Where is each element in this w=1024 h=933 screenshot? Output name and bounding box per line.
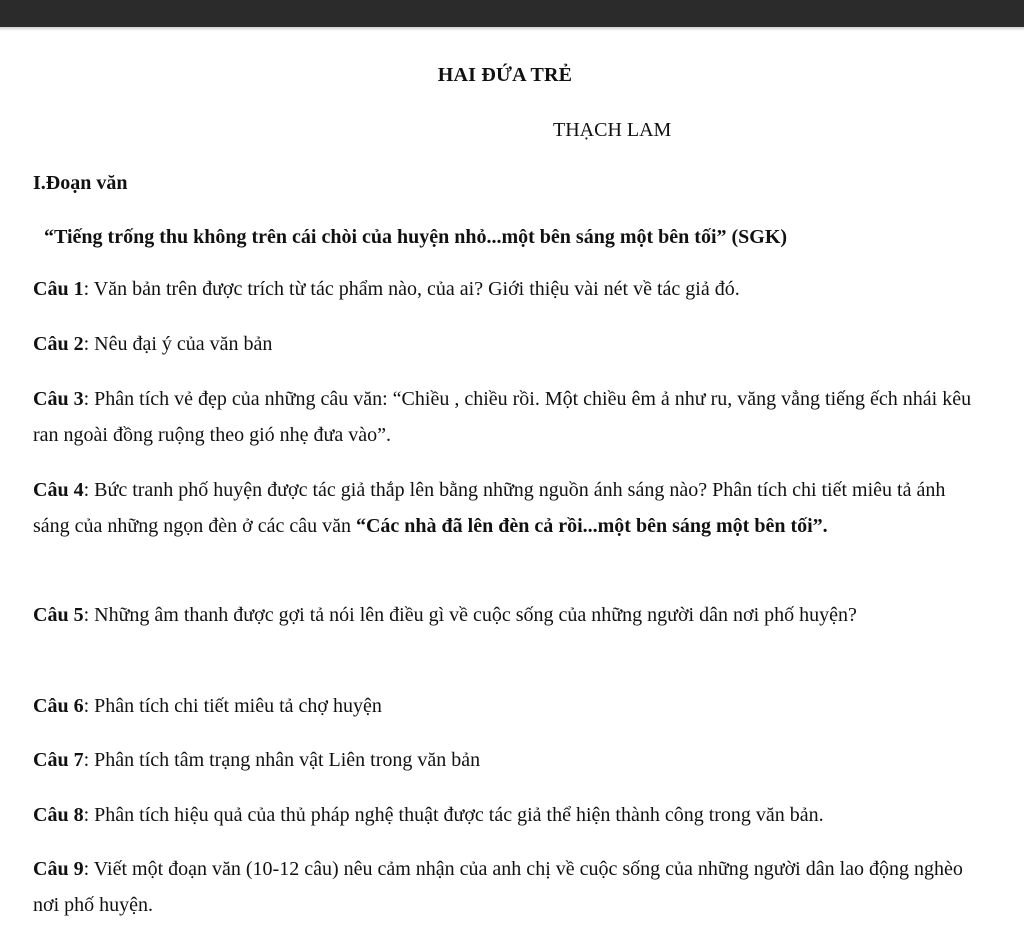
document-title: HAI ĐỨA TRẺ xyxy=(437,64,573,86)
question-text: Văn bản trên được trích từ tác phẩm nào, của ai? Giới thiệu vài nét về tác giả đó. xyxy=(93,278,740,300)
question-label: Câu 4 xyxy=(33,479,84,501)
question-8: Câu 8: Phân tích hiệu quả của thủ pháp nghệ thuật được tác giả thể hiện thành công trong văn bản. xyxy=(33,804,824,826)
question-6: Câu 6: Phân tích chi tiết miêu tả chợ huyện xyxy=(33,695,382,717)
question-text: Viết một đoạn văn (10-12 câu) nêu cảm nhận của anh chị về cuộc sống của những người dân lao động nghèo nơi phố huyện. xyxy=(33,858,963,916)
question-9: Câu 9: Viết một đoạn văn (10-12 câu) nêu cảm nhận của anh chị về cuộc sống của những người dân lao động nghèo nơi phố huyện. xyxy=(33,858,963,916)
question-2: Câu 2: Nêu đại ý của văn bản xyxy=(33,333,273,355)
question-label: Câu 2 xyxy=(33,333,84,355)
question-label: Câu 7 xyxy=(33,749,84,771)
question-text: Phân tích hiệu quả của thủ pháp nghệ thuật được tác giả thể hiện thành công trong văn bản. xyxy=(94,804,824,826)
question-label: Câu 8 xyxy=(33,804,84,826)
excerpt-quote: “Tiếng trống thu không trên cái chòi của huyện nhỏ...một bên sáng một bên tối” (SGK) xyxy=(44,226,788,248)
question-1: Câu 1: Văn bản trên được trích từ tác phẩm nào, của ai? Giới thiệu vài nét về tác giả đó. xyxy=(33,278,740,300)
question-7: Câu 7: Phân tích tâm trạng nhân vật Liên trong văn bản xyxy=(33,749,481,771)
section-heading: I.Đoạn văn xyxy=(33,172,128,194)
question-label: Câu 6 xyxy=(33,695,84,717)
question-label: Câu 3 xyxy=(33,388,84,410)
question-text: Phân tích tâm trạng nhân vật Liên trong văn bản xyxy=(94,749,481,771)
question-label: Câu 9 xyxy=(33,858,84,880)
question-label: Câu 5 xyxy=(33,604,84,626)
question-text: Nêu đại ý của văn bản xyxy=(94,333,273,355)
question-bold-quote: “Các nhà đã lên đèn cả rồi...một bên sáng một bên tối”. xyxy=(355,515,828,537)
question-4: Câu 4: Bức tranh phố huyện được tác giả thắp lên bằng những nguồn ánh sáng nào? Phân tích chi tiết miêu tả ánh sáng của những ngọn đèn ở các câu văn “Các nhà đã lên đèn cả rồi...một bên sáng một bên tối”. xyxy=(33,479,946,537)
question-text: Phân tích vẻ đẹp của những câu văn: “Chiều , chiều rồi. Một chiều êm ả như ru, văng vẳng tiếng ếch nhái kêu ran ngoài đồng ruộng theo gió nhẹ đưa vào”. xyxy=(33,388,972,446)
question-text: Những âm thanh được gợi tả nói lên điều gì về cuộc sống của những người dân nơi phố huyện? xyxy=(94,604,857,626)
viewer-top-bar xyxy=(0,0,1024,27)
document-author: THẠCH LAM xyxy=(553,119,672,141)
question-label: Câu 1 xyxy=(33,278,84,300)
document-page xyxy=(0,31,1024,933)
question-3: Câu 3: Phân tích vẻ đẹp của những câu văn: “Chiều , chiều rồi. Một chiều êm ả như ru, văng vẳng tiếng ếch nhái kêu ran ngoài đồng ruộng theo gió nhẹ đưa vào”. xyxy=(33,388,972,446)
question-text: Phân tích chi tiết miêu tả chợ huyện xyxy=(94,695,382,717)
question-5: Câu 5: Những âm thanh được gợi tả nói lên điều gì về cuộc sống của những người dân nơi phố huyện? xyxy=(33,604,857,626)
question-text: Bức tranh phố huyện được tác giả thắp lên bằng những nguồn ánh sáng nào? Phân tích chi tiết miêu tả ánh sáng của những ngọn đèn ở các câu văn xyxy=(33,479,946,537)
